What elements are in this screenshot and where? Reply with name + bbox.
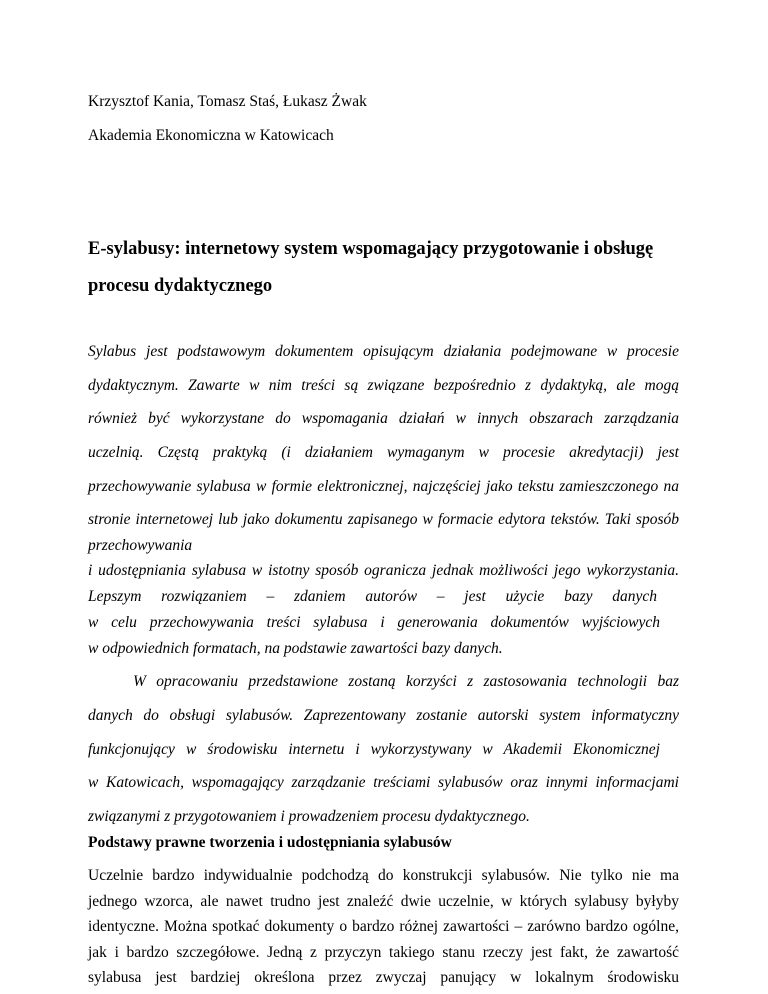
affiliation: Akademia Ekonomiczna w Katowicach: [88, 127, 334, 144]
abstract-line: przechowywania: [88, 537, 193, 554]
abstract-line: w Katowicach, wspomagający zarządzanie treściami sylabusów oraz innymi informacjami: [88, 774, 679, 791]
body-line: Uczelnie bardzo indywidualnie podchodzą do konstrukcji sylabusów. Nie tylko nie ma: [88, 867, 679, 884]
abstract-line: w celu przechowywania treści sylabusa i generowania dokumentów wyjściowych: [88, 614, 660, 631]
abstract-line: przechowywanie sylabusa w formie elektronicznej, najczęściej jako tekstu zamieszczonego na: [88, 478, 679, 495]
abstract-line: stronie internetowej lub jako dokumentu zapisanego w formacie edytora tekstów. Taki sposób: [88, 511, 679, 528]
section-heading: Podstawy prawne tworzenia i udostępniania sylabusów: [88, 834, 452, 851]
abstract-line: związanymi z przygotowaniem i prowadzeniem procesu dydaktycznego.: [88, 808, 530, 825]
abstract-line: również być wykorzystane do wspomagania działań w innych obszarach zarządzania: [88, 410, 679, 427]
abstract-line: uczelnią. Częstą praktyką (i działaniem wymaganym w procesie akredytacji) jest: [88, 444, 679, 461]
abstract-line: i udostępniania sylabusa w istotny sposób ogranicza jednak możliwości jego wykorzystania.: [88, 562, 679, 579]
abstract-line: Lepszym rozwiązaniem – zdaniem autorów – jest użycie bazy danych: [88, 588, 657, 605]
abstract-line: dydaktycznym. Zawarte w nim treści są związane bezpośrednio z dydaktyką, ale mogą: [88, 377, 679, 394]
body-line: jak i bardzo szczegółowe. Jedną z przyczyn takiego stanu rzeczy jest fakt, że zawartość: [88, 943, 679, 961]
body-line: identyczne. Można spotkać dokumenty o bardzo różnej zawartości – zarówno bardzo ogólne,: [88, 918, 679, 935]
paper-title-line-2: procesu dydaktycznego: [88, 276, 273, 296]
abstract-line: funkcjonujący w środowisku internetu i wykorzystywany w Akademii Ekonomicznej: [88, 741, 660, 758]
authors: Krzysztof Kania, Tomasz Staś, Łukasz Żwak: [88, 93, 367, 110]
body-line: sylabusa jest bardziej określona przez zwyczaj panujący w lokalnym środowisku: [88, 969, 679, 986]
abstract-line: Sylabus jest podstawowym dokumentem opisującym działania podejmowane w procesie: [88, 343, 679, 360]
paper-title-line-1: E-sylabusy: internetowy system wspomagający przygotowanie i obsługę: [88, 239, 654, 259]
abstract-line: w odpowiednich formatach, na podstawie zawartości bazy danych.: [88, 640, 503, 657]
body-line: jednego wzorca, ale nawet trudno jest znaleźć dwie uczelnie, w których sylabusy byłyby: [88, 892, 679, 910]
abstract-line: danych do obsługi sylabusów. Zaprezentowany zostanie autorski system informatyczny: [88, 707, 679, 724]
abstract-line: W opracowaniu przedstawione zostaną korzyści z zastosowania technologii baz: [133, 673, 679, 690]
